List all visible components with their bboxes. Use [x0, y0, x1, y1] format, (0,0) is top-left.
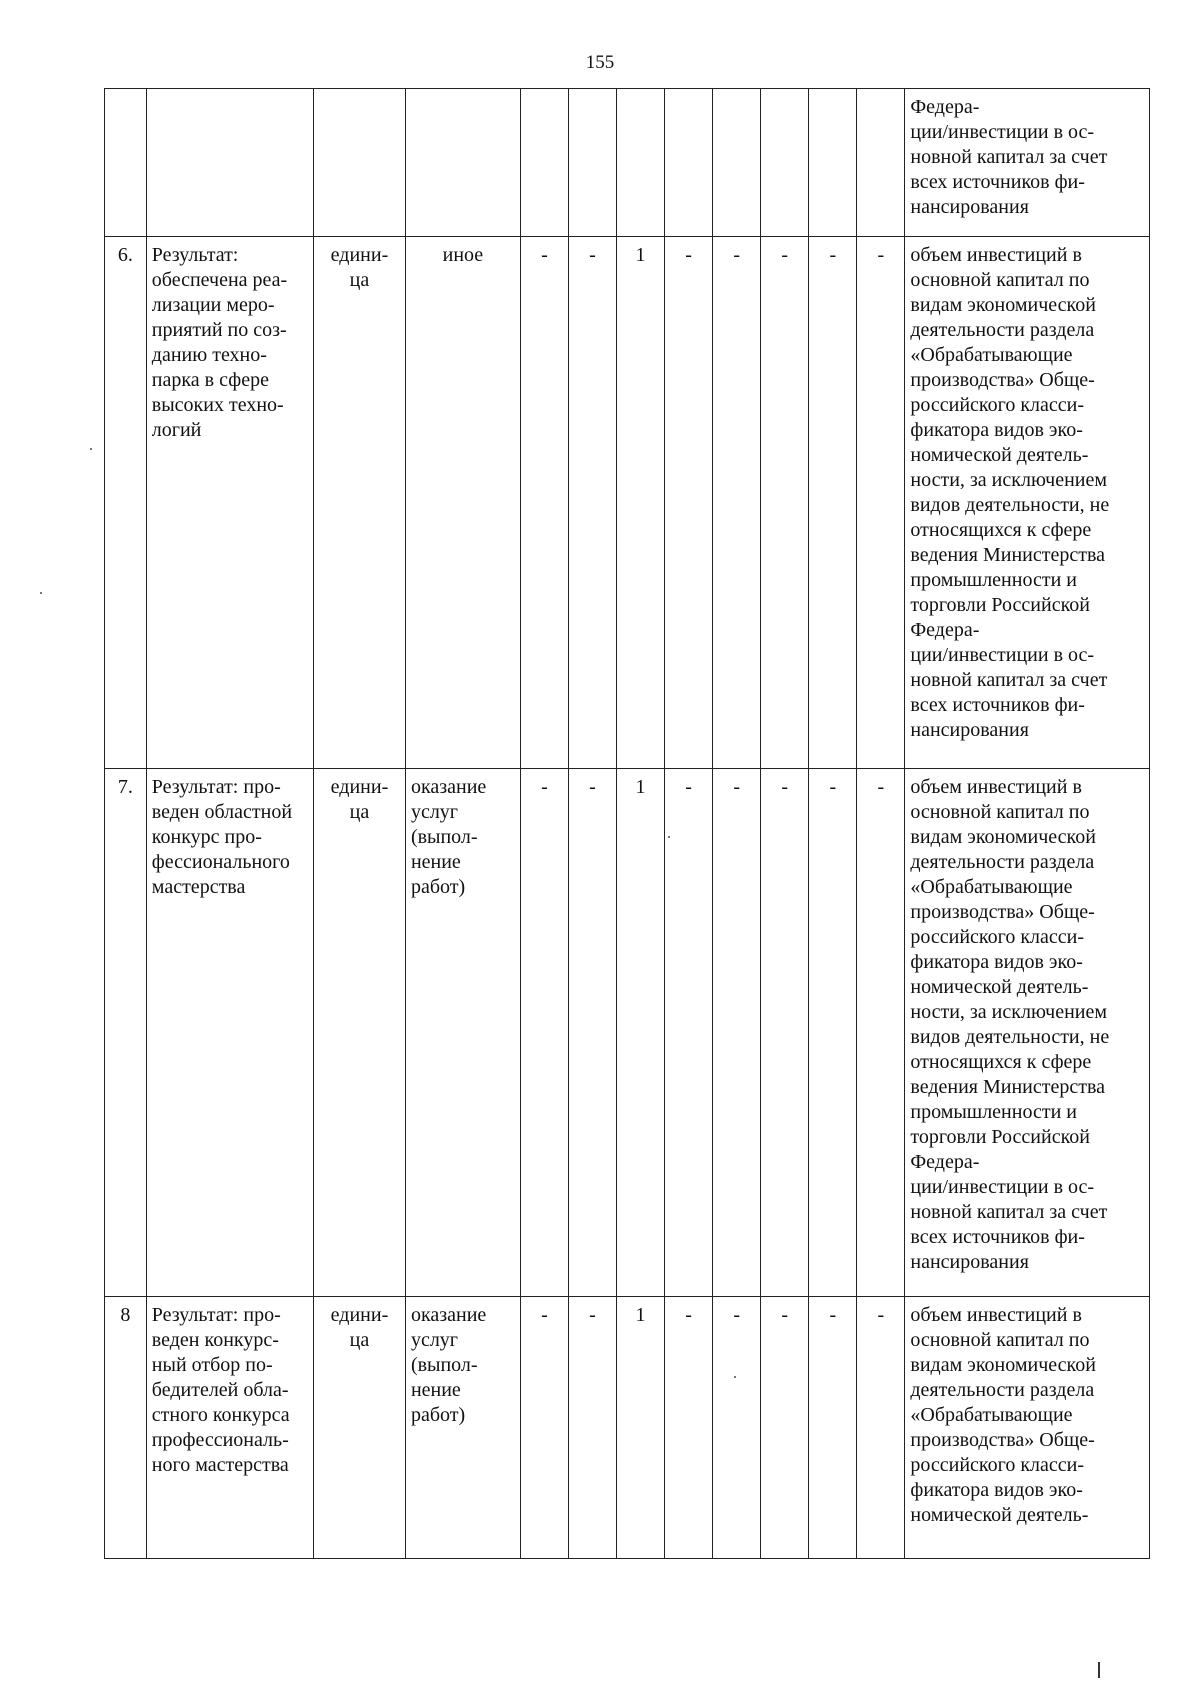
- value-cell: -: [857, 237, 905, 769]
- value-cell: -: [713, 1297, 761, 1559]
- value-cell: -: [761, 237, 809, 769]
- result-name-text: Результат: про- веден конкурс- ный отбор по- бедителей обла- стного конкурса профессиональ- ного мастерства: [151, 1304, 290, 1476]
- result-name-cell: [146, 89, 313, 237]
- description-text: Федера- ции/инвестиции в ос- новной капитал за счет всех источников фи- нансирования: [910, 96, 1108, 218]
- description-text: объем инвестиций в основной капитал по видам экономической деятельности раздела «Обрабатывающие производства» Обще- российского класси- фикатора видов эко- номической деятель- ности, за исключением видов деятельности, не относящихся к сфере ведения Министерства промышленности и торговли Российской Федера- ции/инвестиции в ос- новной капитал за счет всех источников фи- нансирования: [910, 244, 1110, 741]
- page-number: 155: [585, 52, 615, 73]
- unit-cell: [313, 89, 405, 237]
- value-cell: -: [809, 237, 857, 769]
- table-row: [105, 89, 1150, 237]
- unit-cell: [313, 769, 405, 1297]
- row-number-cell: [105, 89, 147, 237]
- type-cell: [405, 89, 520, 237]
- scan-speck: [40, 592, 42, 594]
- value-cell: -: [761, 1297, 809, 1559]
- description-cell: [905, 89, 1150, 237]
- value-cell: -: [857, 1297, 905, 1559]
- value-cell: -: [520, 1297, 568, 1559]
- unit-cell: [313, 1297, 405, 1559]
- scan-speck: [734, 1376, 736, 1378]
- result-name-cell: [146, 1297, 313, 1559]
- result-name-cell: [146, 237, 313, 769]
- result-name-text: Результат: про- веден областной конкурс про- фессионального мастерства: [151, 776, 293, 898]
- type-text: иное: [442, 244, 484, 266]
- value-cell: 1: [617, 1297, 665, 1559]
- description-cell: [905, 237, 1150, 769]
- value-cell: -: [568, 237, 616, 769]
- table-row: [105, 237, 1150, 769]
- type-text: оказание услуг (выпол- нение работ): [410, 1304, 487, 1426]
- type-cell: [405, 237, 520, 769]
- description-text: объем инвестиций в основной капитал по видам экономической деятельности раздела «Обрабатывающие производства» Обще- российского класси- фикатора видов эко- номической деятель-: [910, 1304, 1096, 1526]
- value-cell: 1: [617, 769, 665, 1297]
- unit-text: едини- ца: [330, 776, 389, 823]
- value-cell: -: [761, 769, 809, 1297]
- value-cell: -: [520, 237, 568, 769]
- value-cell: -: [809, 1297, 857, 1559]
- value-cell: -: [809, 769, 857, 1297]
- description-text: объем инвестиций в основной капитал по видам экономической деятельности раздела «Обрабатывающие производства» Обще- российского класси- фикатора видов эко- номической деятель- ности, за исключением видов деятельности, не относящихся к сфере ведения Министерства промышленности и торговли Российской Федера- ции/инвестиции в ос- новной капитал за счет всех источников фи- нансирования: [910, 776, 1110, 1273]
- value-cell: -: [568, 1297, 616, 1559]
- value-cell: -: [520, 769, 568, 1297]
- value-cell: -: [713, 769, 761, 1297]
- scan-speck: [90, 448, 92, 450]
- unit-text: едини- ца: [330, 244, 389, 291]
- table-row: [105, 1297, 1150, 1559]
- unit-text: едини- ца: [330, 1304, 389, 1351]
- value-cell: -: [713, 237, 761, 769]
- table-row: [105, 769, 1150, 1297]
- unit-cell: [313, 237, 405, 769]
- value-cell: -: [665, 769, 713, 1297]
- result-name-text: Результат: обеспечена реа- лизации меро- приятий по соз- данию техно- парка в сфере высоких техно- логий: [151, 244, 288, 441]
- row-number-cell: 8: [105, 1297, 147, 1559]
- value-cell: -: [568, 769, 616, 1297]
- description-cell: [905, 1297, 1150, 1559]
- row-number-cell: 7.: [105, 769, 147, 1297]
- value-cell: 1: [617, 237, 665, 769]
- indicators-table: [104, 88, 1150, 1559]
- type-text: оказание услуг (выпол- нение работ): [410, 776, 487, 898]
- value-cell: -: [857, 769, 905, 1297]
- scan-speck: [668, 836, 670, 838]
- scan-mark: [1098, 1662, 1100, 1678]
- value-cell: -: [665, 1297, 713, 1559]
- row-number-cell: 6.: [105, 237, 147, 769]
- value-cell: -: [665, 237, 713, 769]
- type-cell: [405, 1297, 520, 1559]
- result-name-cell: [146, 769, 313, 1297]
- description-cell: [905, 769, 1150, 1297]
- type-cell: [405, 769, 520, 1297]
